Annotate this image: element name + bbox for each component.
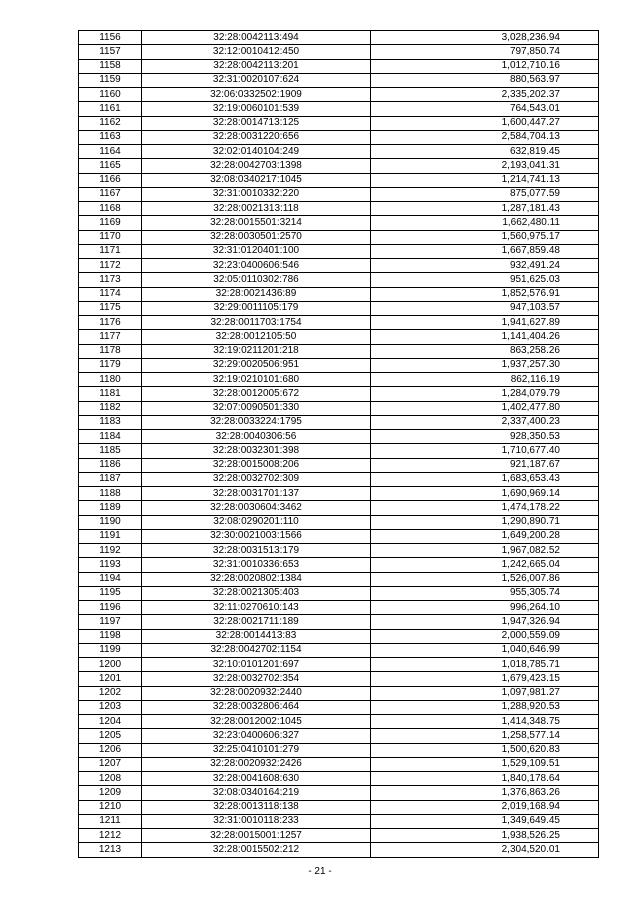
value-cell: 1,012,710.16 — [371, 59, 599, 73]
table-row — [79, 316, 599, 330]
cadastral-number-cell: 32:28:0021305:403 — [142, 586, 371, 600]
value-cell: 996,264.10 — [371, 601, 599, 615]
table-row — [79, 287, 599, 301]
table-row — [79, 358, 599, 372]
row-number-cell: 1194 — [79, 572, 142, 586]
row-number-cell: 1166 — [79, 173, 142, 187]
row-number-cell: 1159 — [79, 73, 142, 87]
cadastral-number-cell: 32:29:0020506:951 — [142, 358, 371, 372]
row-number-cell: 1164 — [79, 145, 142, 159]
table-row — [79, 715, 599, 729]
row-number-cell: 1158 — [79, 59, 142, 73]
table-row — [79, 31, 599, 45]
row-number-cell: 1199 — [79, 643, 142, 657]
cadastral-number-cell: 32:28:0041608:630 — [142, 772, 371, 786]
cadastral-number-cell: 32:19:0210101:680 — [142, 373, 371, 387]
row-number-cell: 1156 — [79, 31, 142, 45]
cadastral-number-cell: 32:31:0010118:233 — [142, 814, 371, 828]
value-cell: 932,491.24 — [371, 259, 599, 273]
table-row — [79, 145, 599, 159]
table-row — [79, 458, 599, 472]
value-cell: 1,679,423.15 — [371, 672, 599, 686]
table-row — [79, 572, 599, 586]
row-number-cell: 1177 — [79, 330, 142, 344]
value-cell: 2,000,559.09 — [371, 629, 599, 643]
table-row — [79, 686, 599, 700]
row-number-cell: 1169 — [79, 216, 142, 230]
cadastral-number-cell: 32:28:0015001:1257 — [142, 829, 371, 843]
value-cell: 1,500,620.83 — [371, 743, 599, 757]
row-number-cell: 1180 — [79, 373, 142, 387]
table-row — [79, 373, 599, 387]
row-number-cell: 1183 — [79, 415, 142, 429]
value-cell: 632,819.45 — [371, 145, 599, 159]
value-cell: 1,141,404.26 — [371, 330, 599, 344]
row-number-cell: 1162 — [79, 116, 142, 130]
cadastral-number-cell: 32:28:0033224:1795 — [142, 415, 371, 429]
value-cell: 1,967,082.52 — [371, 544, 599, 558]
cadastral-number-cell: 32:25:0410101:279 — [142, 743, 371, 757]
value-cell: 1,214,741.13 — [371, 173, 599, 187]
value-cell: 862,116.19 — [371, 373, 599, 387]
row-number-cell: 1209 — [79, 786, 142, 800]
cadastral-number-cell: 32:28:0030501:2570 — [142, 230, 371, 244]
cadastral-number-cell: 32:28:0013118:138 — [142, 800, 371, 814]
cadastral-number-cell: 32:28:0030604:3462 — [142, 501, 371, 515]
value-cell: 875,077.59 — [371, 187, 599, 201]
cadastral-number-cell: 32:07:0090501:330 — [142, 401, 371, 415]
table-row — [79, 814, 599, 828]
value-cell: 1,600,447.27 — [371, 116, 599, 130]
page-number: - 21 - — [308, 866, 332, 877]
table-row — [79, 159, 599, 173]
cadastral-number-cell: 32:28:0021711:189 — [142, 615, 371, 629]
row-number-cell: 1207 — [79, 757, 142, 771]
row-number-cell: 1211 — [79, 814, 142, 828]
row-number-cell: 1157 — [79, 45, 142, 59]
cadastral-number-cell: 32:28:0012005:672 — [142, 387, 371, 401]
value-cell: 1,683,653.43 — [371, 472, 599, 486]
cadastral-number-cell: 32:28:0015008:206 — [142, 458, 371, 472]
cadastral-number-cell: 32:28:0031701:137 — [142, 487, 371, 501]
cadastral-number-cell: 32:28:0012002:1045 — [142, 715, 371, 729]
table-row — [79, 244, 599, 258]
table-row — [79, 401, 599, 415]
table-row — [79, 601, 599, 615]
table-row — [79, 88, 599, 102]
value-cell: 3,028,236.94 — [371, 31, 599, 45]
cadastral-number-cell: 32:28:0014713:125 — [142, 116, 371, 130]
table-row — [79, 800, 599, 814]
row-number-cell: 1182 — [79, 401, 142, 415]
row-number-cell: 1163 — [79, 130, 142, 144]
row-number-cell: 1171 — [79, 244, 142, 258]
table-row — [79, 216, 599, 230]
value-cell: 1,349,649.45 — [371, 814, 599, 828]
table-row — [79, 544, 599, 558]
value-cell: 921,187.67 — [371, 458, 599, 472]
cadastral-number-cell: 32:30:0021003:1566 — [142, 529, 371, 543]
value-cell: 1,852,576.91 — [371, 287, 599, 301]
row-number-cell: 1210 — [79, 800, 142, 814]
cadastral-number-cell: 32:11:0270610:143 — [142, 601, 371, 615]
cadastral-number-cell: 32:28:0032301:398 — [142, 444, 371, 458]
table-row — [79, 116, 599, 130]
row-number-cell: 1172 — [79, 259, 142, 273]
value-cell: 863,258.26 — [371, 344, 599, 358]
row-number-cell: 1173 — [79, 273, 142, 287]
row-number-cell: 1168 — [79, 202, 142, 216]
row-number-cell: 1212 — [79, 829, 142, 843]
row-number-cell: 1213 — [79, 843, 142, 857]
value-cell: 1,529,109.51 — [371, 757, 599, 771]
table-row — [79, 772, 599, 786]
row-number-cell: 1193 — [79, 558, 142, 572]
cadastral-number-cell: 32:02:0140104:249 — [142, 145, 371, 159]
table-row — [79, 387, 599, 401]
value-cell: 1,710,677.40 — [371, 444, 599, 458]
row-number-cell: 1197 — [79, 615, 142, 629]
cadastral-value-table — [78, 30, 599, 858]
row-number-cell: 1196 — [79, 601, 142, 615]
table-row — [79, 344, 599, 358]
value-cell: 1,947,326.94 — [371, 615, 599, 629]
cadastral-number-cell: 32:28:0042113:201 — [142, 59, 371, 73]
cadastral-number-cell: 32:28:0021436:89 — [142, 287, 371, 301]
row-number-cell: 1167 — [79, 187, 142, 201]
cadastral-number-cell: 32:31:0010336:653 — [142, 558, 371, 572]
row-number-cell: 1195 — [79, 586, 142, 600]
row-number-cell: 1188 — [79, 487, 142, 501]
value-cell: 2,337,400.23 — [371, 415, 599, 429]
table-row — [79, 202, 599, 216]
row-number-cell: 1198 — [79, 629, 142, 643]
value-cell: 1,258,577.14 — [371, 729, 599, 743]
cadastral-number-cell: 32:29:0011105:179 — [142, 301, 371, 315]
value-cell: 1,840,178.64 — [371, 772, 599, 786]
value-cell: 955,305.74 — [371, 586, 599, 600]
value-cell: 1,662,480.11 — [371, 216, 599, 230]
row-number-cell: 1205 — [79, 729, 142, 743]
table-row — [79, 45, 599, 59]
cadastral-number-cell: 32:31:0120401:100 — [142, 244, 371, 258]
row-number-cell: 1190 — [79, 515, 142, 529]
cadastral-number-cell: 32:28:0011703:1754 — [142, 316, 371, 330]
table-row — [79, 173, 599, 187]
cadastral-number-cell: 32:31:0010332:220 — [142, 187, 371, 201]
value-cell: 1,040,646.99 — [371, 643, 599, 657]
cadastral-number-cell: 32:28:0031513:179 — [142, 544, 371, 558]
row-number-cell: 1176 — [79, 316, 142, 330]
table-row — [79, 59, 599, 73]
cadastral-number-cell: 32:28:0042113:494 — [142, 31, 371, 45]
cadastral-number-cell: 32:28:0032702:354 — [142, 672, 371, 686]
cadastral-number-cell: 32:08:0340217:1045 — [142, 173, 371, 187]
row-number-cell: 1208 — [79, 772, 142, 786]
value-cell: 1,288,920.53 — [371, 700, 599, 714]
cadastral-number-cell: 32:28:0020802:1384 — [142, 572, 371, 586]
table-row — [79, 700, 599, 714]
table-row — [79, 102, 599, 116]
row-number-cell: 1161 — [79, 102, 142, 116]
value-cell: 1,284,079.79 — [371, 387, 599, 401]
value-cell: 1,097,981.27 — [371, 686, 599, 700]
value-cell: 928,350.53 — [371, 430, 599, 444]
cadastral-number-cell: 32:19:0211201:218 — [142, 344, 371, 358]
row-number-cell: 1165 — [79, 159, 142, 173]
value-cell: 1,560,975.17 — [371, 230, 599, 244]
cadastral-number-cell: 32:28:0012105:50 — [142, 330, 371, 344]
table-row — [79, 472, 599, 486]
value-cell: 1,018,785.71 — [371, 658, 599, 672]
row-number-cell: 1186 — [79, 458, 142, 472]
row-number-cell: 1200 — [79, 658, 142, 672]
row-number-cell: 1174 — [79, 287, 142, 301]
cadastral-number-cell: 32:10:0101201:697 — [142, 658, 371, 672]
table-row — [79, 430, 599, 444]
cadastral-number-cell: 32:28:0032702:309 — [142, 472, 371, 486]
row-number-cell: 1185 — [79, 444, 142, 458]
value-cell: 1,938,526.25 — [371, 829, 599, 843]
cadastral-number-cell: 32:28:0042703:1398 — [142, 159, 371, 173]
table-row — [79, 757, 599, 771]
value-cell: 1,526,007.86 — [371, 572, 599, 586]
row-number-cell: 1178 — [79, 344, 142, 358]
table-body — [79, 31, 599, 858]
value-cell: 1,649,200.28 — [371, 529, 599, 543]
table-row — [79, 586, 599, 600]
value-cell: 2,019,168.94 — [371, 800, 599, 814]
value-cell: 1,474,178.22 — [371, 501, 599, 515]
row-number-cell: 1189 — [79, 501, 142, 515]
value-cell: 2,335,202.37 — [371, 88, 599, 102]
value-cell: 2,584,704.13 — [371, 130, 599, 144]
table-row — [79, 658, 599, 672]
row-number-cell: 1181 — [79, 387, 142, 401]
table-row — [79, 843, 599, 857]
row-number-cell: 1184 — [79, 430, 142, 444]
row-number-cell: 1204 — [79, 715, 142, 729]
cadastral-number-cell: 32:28:0021313:118 — [142, 202, 371, 216]
table-row — [79, 529, 599, 543]
row-number-cell: 1170 — [79, 230, 142, 244]
cadastral-number-cell: 32:05:0110302:786 — [142, 273, 371, 287]
table-row — [79, 515, 599, 529]
table-row — [79, 501, 599, 515]
table-row — [79, 786, 599, 800]
value-cell: 764,543.01 — [371, 102, 599, 116]
value-cell: 947,103.57 — [371, 301, 599, 315]
value-cell: 2,193,041.31 — [371, 159, 599, 173]
cadastral-number-cell: 32:23:0400606:327 — [142, 729, 371, 743]
cadastral-number-cell: 32:28:0031220:656 — [142, 130, 371, 144]
value-cell: 1,290,890.71 — [371, 515, 599, 529]
table-row — [79, 73, 599, 87]
cadastral-number-cell: 32:23:0400606:546 — [142, 259, 371, 273]
table-row — [79, 615, 599, 629]
row-number-cell: 1201 — [79, 672, 142, 686]
cadastral-number-cell: 32:12:0010412:450 — [142, 45, 371, 59]
cadastral-number-cell: 32:08:0290201:110 — [142, 515, 371, 529]
cadastral-number-cell: 32:08:0340164:219 — [142, 786, 371, 800]
table-row — [79, 415, 599, 429]
table-row — [79, 301, 599, 315]
table-row — [79, 558, 599, 572]
value-cell: 1,414,348.75 — [371, 715, 599, 729]
value-cell: 1,287,181.43 — [371, 202, 599, 216]
value-cell: 1,242,665.04 — [371, 558, 599, 572]
row-number-cell: 1179 — [79, 358, 142, 372]
row-number-cell: 1192 — [79, 544, 142, 558]
table-row — [79, 829, 599, 843]
row-number-cell: 1203 — [79, 700, 142, 714]
table-row — [79, 487, 599, 501]
value-cell: 797,850.74 — [371, 45, 599, 59]
table-row — [79, 187, 599, 201]
table-row — [79, 729, 599, 743]
cadastral-number-cell: 32:31:0020107:624 — [142, 73, 371, 87]
table-row — [79, 672, 599, 686]
value-cell: 1,667,859.48 — [371, 244, 599, 258]
table-row — [79, 643, 599, 657]
cadastral-number-cell: 32:28:0015501:3214 — [142, 216, 371, 230]
table-row — [79, 330, 599, 344]
cadastral-number-cell: 32:19:0060101:539 — [142, 102, 371, 116]
value-cell: 951,625.03 — [371, 273, 599, 287]
cadastral-number-cell: 32:06:0332502:1909 — [142, 88, 371, 102]
row-number-cell: 1202 — [79, 686, 142, 700]
cadastral-number-cell: 32:28:0040306:56 — [142, 430, 371, 444]
cadastral-number-cell: 32:28:0032806:464 — [142, 700, 371, 714]
value-cell: 2,304,520.01 — [371, 843, 599, 857]
value-cell: 1,690,969.14 — [371, 487, 599, 501]
row-number-cell: 1206 — [79, 743, 142, 757]
value-cell: 1,376,863.26 — [371, 786, 599, 800]
value-cell: 1,941,627.89 — [371, 316, 599, 330]
table-row — [79, 629, 599, 643]
cadastral-number-cell: 32:28:0020932:2440 — [142, 686, 371, 700]
cadastral-number-cell: 32:28:0020932:2426 — [142, 757, 371, 771]
value-cell: 1,937,257.30 — [371, 358, 599, 372]
table-row — [79, 743, 599, 757]
row-number-cell: 1175 — [79, 301, 142, 315]
table-row — [79, 130, 599, 144]
table-row — [79, 259, 599, 273]
table-row — [79, 444, 599, 458]
value-cell: 1,402,477.80 — [371, 401, 599, 415]
cadastral-number-cell: 32:28:0015502:212 — [142, 843, 371, 857]
cadastral-number-cell: 32:28:0014413:83 — [142, 629, 371, 643]
table-row — [79, 230, 599, 244]
row-number-cell: 1187 — [79, 472, 142, 486]
cadastral-number-cell: 32:28:0042702:1154 — [142, 643, 371, 657]
table-row — [79, 273, 599, 287]
row-number-cell: 1160 — [79, 88, 142, 102]
value-cell: 880,563.97 — [371, 73, 599, 87]
row-number-cell: 1191 — [79, 529, 142, 543]
